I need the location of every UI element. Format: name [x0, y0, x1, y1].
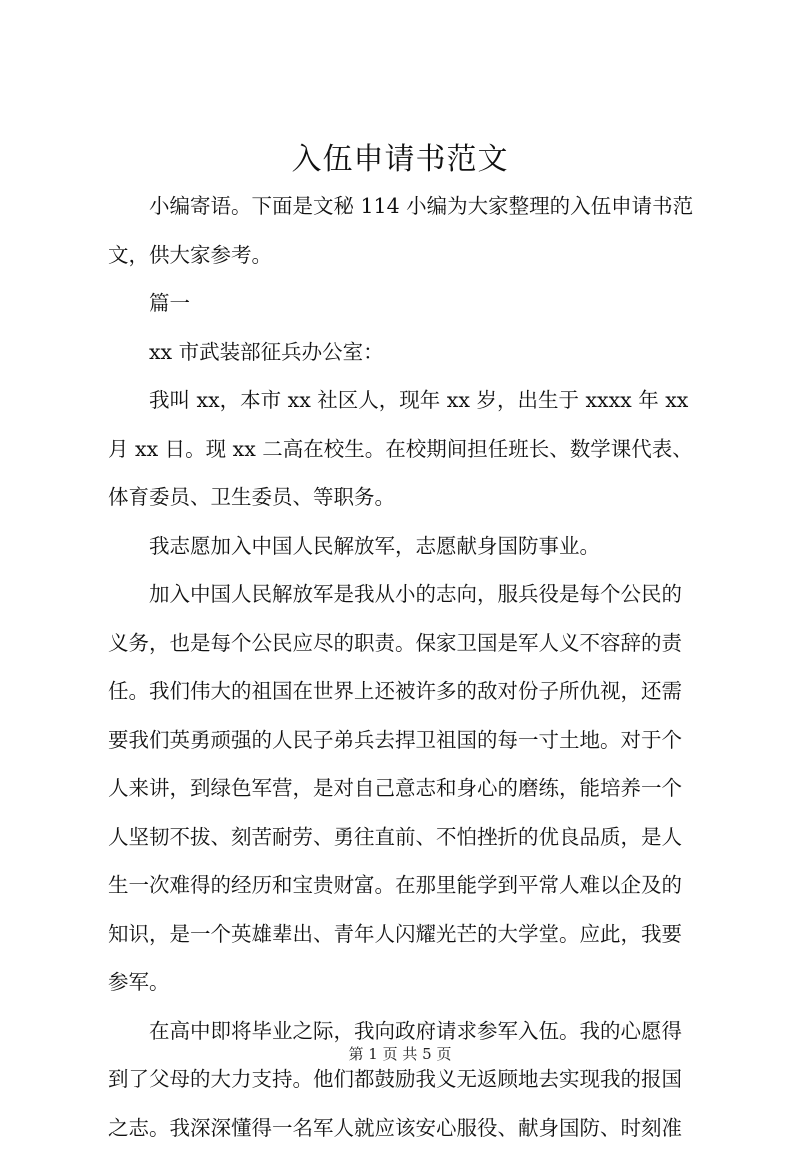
text-line: 到了父母的大力支持。他们都鼓励我义无返顾地去实现我的报国 — [108, 1055, 712, 1104]
text-line: 我志愿加入中国人民解放军，志愿献身国防事业。 — [108, 522, 712, 571]
text-line: 任。我们伟大的祖国在世界上还被许多的敌对份子所仇视，还需 — [108, 667, 712, 716]
text-line: 要我们英勇顽强的人民子弟兵去捍卫祖国的每一寸土地。对于个 — [108, 716, 712, 765]
document-title: 入伍申请书范文 — [0, 140, 800, 180]
text-line: 加入中国人民解放军是我从小的志向，服兵役是每个公民的 — [108, 570, 712, 619]
page-footer: 第 1 页 共 5 页 — [0, 1044, 800, 1064]
text-line: 生一次难得的经历和宝贵财富。在那里能学到平常人难以企及的 — [108, 861, 712, 910]
text-line: 月 xx 日。现 xx 二高在校生。在校期间担任班长、数学课代表、 — [108, 425, 712, 474]
text-line: 之志。我深深懂得一名军人就应该安心服役、献身国防、时刻准 — [108, 1104, 712, 1152]
text-line: 在高中即将毕业之际，我向政府请求参军入伍。我的心愿得 — [108, 1007, 712, 1056]
text-line: 知识，是一个英雄辈出、青年人闪耀光芒的大学堂。应此，我要 — [108, 910, 712, 959]
text-line: 人来讲，到绿色军营，是对自己意志和身心的磨练，能培养一个 — [108, 764, 712, 813]
text-line: 我叫 xx，本市 xx 社区人，现年 xx 岁，出生于 xxxx 年 xx — [108, 376, 712, 425]
text-line: 文，供大家参考。 — [108, 231, 712, 280]
salutation: xx 市武装部征兵办公室： — [108, 328, 712, 377]
text-line: 小编寄语。下面是文秘 114 小编为大家整理的入伍申请书范 — [108, 182, 712, 231]
text-line: 体育委员、卫生委员、等职务。 — [108, 473, 712, 522]
section-heading: 篇一 — [108, 279, 712, 328]
text-line: 人坚韧不拔、刻苦耐劳、勇往直前、不怕挫折的优良品质，是人 — [108, 813, 712, 862]
text-line: 参军。 — [108, 958, 712, 1007]
document-body — [108, 182, 712, 1152]
text-line: 义务，也是每个公民应尽的职责。保家卫国是军人义不容辞的责 — [108, 619, 712, 668]
